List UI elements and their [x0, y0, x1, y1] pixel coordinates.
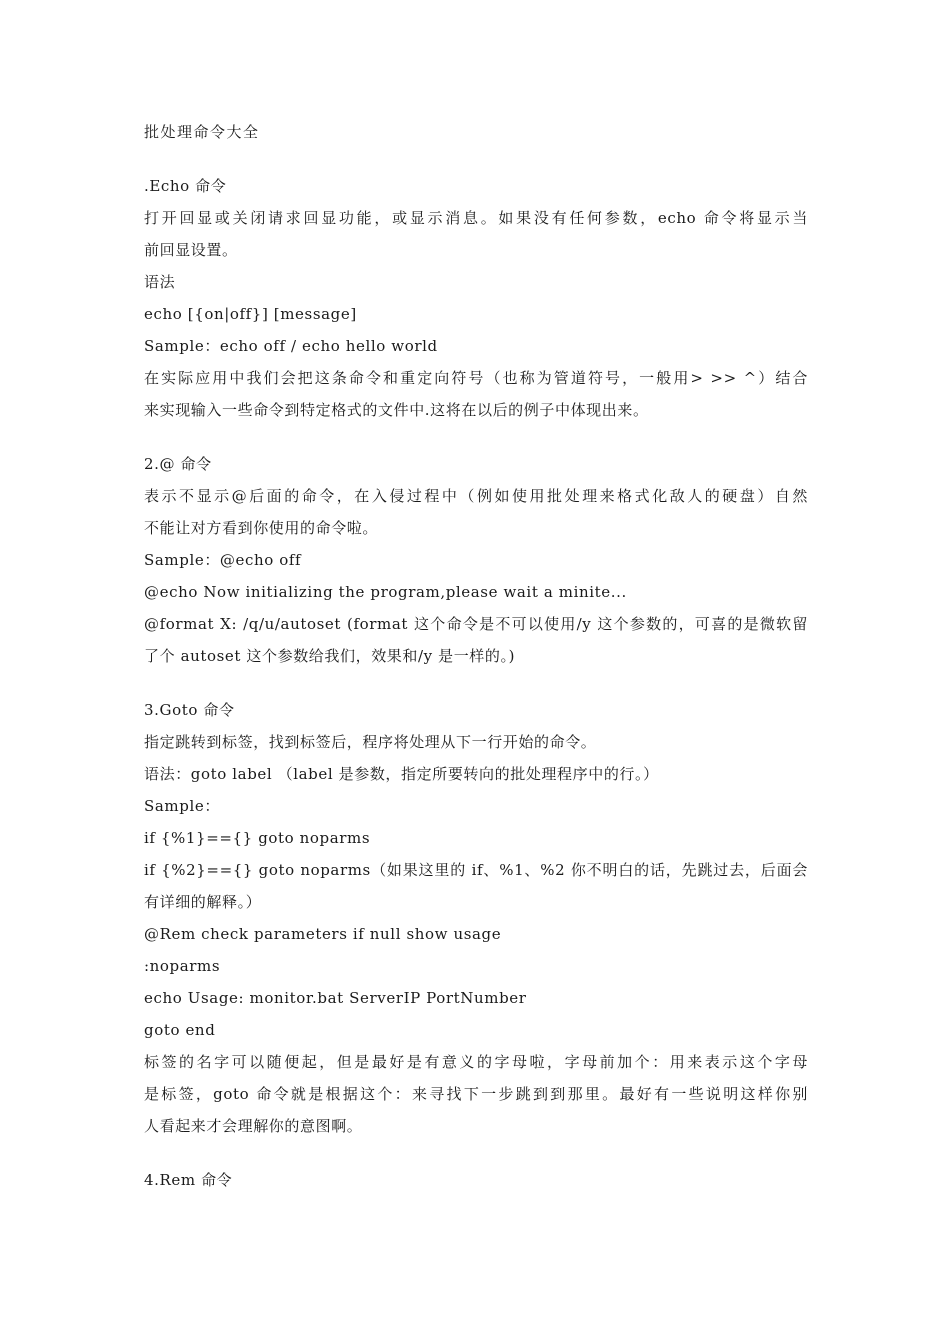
text-line: if {%1}=={} goto noparms — [144, 829, 371, 847]
text-line: :noparms — [144, 957, 221, 975]
text-line: 语法 — [144, 273, 176, 291]
text-line: echo Usage: monitor.bat ServerIP PortNumber — [144, 989, 527, 1007]
document-title: 批处理命令大全 — [144, 123, 260, 141]
section-heading: .Echo 命令 — [144, 177, 227, 195]
text-line: 是标签，goto 命令就是根据这个：来寻找下一步跳到到那里。最好有一些说明这样你别 — [144, 1085, 808, 1103]
section — [144, 448, 808, 672]
text-line: @echo Now initializing the program,please wait a minite... — [144, 583, 627, 601]
spacer — [144, 426, 808, 448]
text-line: 在实际应用中我们会把这条命令和重定向符号（也称为管道符号，一般用> >> ^）结合 — [144, 369, 808, 387]
section — [144, 170, 808, 426]
text-line: echo [{on|off}] [message] — [144, 305, 357, 323]
text-line: 表示不显示@后面的命令，在入侵过程中（例如使用批处理来格式化敌人的硬盘）自然 — [144, 487, 808, 505]
section — [144, 1164, 808, 1196]
spacer — [144, 148, 808, 170]
text-line: Sample： — [144, 797, 220, 815]
text-line: 有详细的解释。） — [144, 893, 262, 911]
text-line: Sample：echo off / echo hello world — [144, 337, 438, 355]
text-line: 来实现输入一些命令到特定格式的文件中.这将在以后的例子中体现出来。 — [144, 401, 649, 419]
text-line: Sample：@echo off — [144, 551, 302, 569]
text-line: 前回显设置。 — [144, 241, 238, 259]
text-line: if {%2}=={} goto noparms（如果这里的 if、%1、%2 你不明白的话，先跳过去，后面会 — [144, 861, 808, 879]
section-heading: 4.Rem 命令 — [144, 1171, 233, 1189]
text-line: 不能让对方看到你使用的命令啦。 — [144, 519, 379, 537]
document-sections — [144, 170, 808, 1196]
text-line: @Rem check parameters if null show usage — [144, 925, 502, 943]
section-heading: 3.Goto 命令 — [144, 701, 235, 719]
text-line: @format X: /q/u/autoset (format 这个命令是不可以使用/y 这个参数的，可喜的是微软留 — [144, 615, 808, 633]
section-heading: 2.@ 命令 — [144, 455, 212, 473]
spacer — [144, 1142, 808, 1164]
text-line: 语法：goto label （label 是参数，指定所要转向的批处理程序中的行。） — [144, 765, 659, 783]
spacer — [144, 672, 808, 694]
text-line: 指定跳转到标签，找到标签后，程序将处理从下一行开始的命令。 — [144, 733, 597, 751]
section — [144, 694, 808, 1142]
text-line: goto end — [144, 1021, 216, 1039]
document-body — [144, 116, 808, 1196]
text-line: 打开回显或关闭请求回显功能，或显示消息。如果没有任何参数，echo 命令将显示当 — [144, 209, 808, 227]
text-line: 标签的名字可以随便起，但是最好是有意义的字母啦，字母前加个：用来表示这个字母 — [144, 1053, 808, 1071]
text-line: 了个 autoset 这个参数给我们，效果和/y 是一样的。) — [144, 647, 516, 665]
text-line: 人看起来才会理解你的意图啊。 — [144, 1117, 363, 1135]
